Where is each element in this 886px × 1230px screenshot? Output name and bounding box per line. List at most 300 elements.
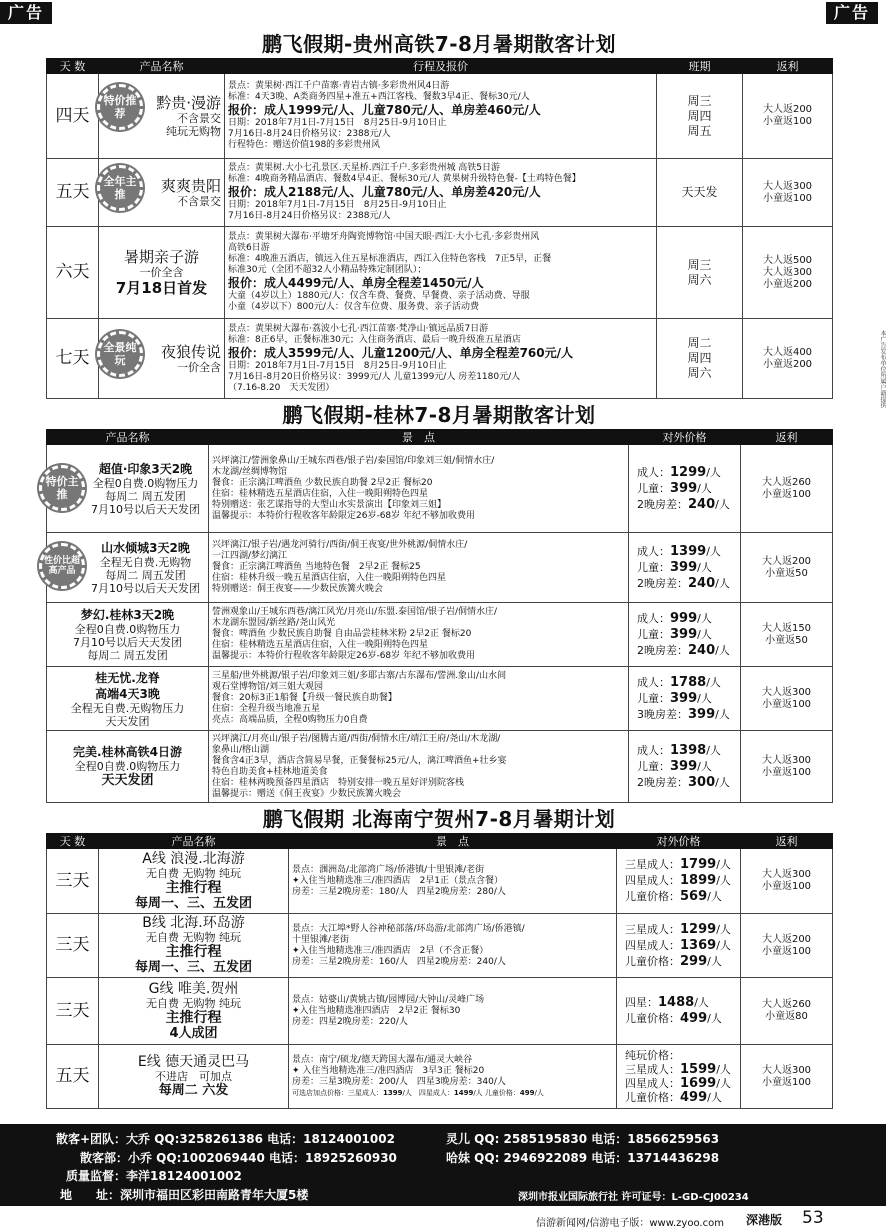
spots-line: 住宿：桂林升级一晚五星酒店住宿，入住一晚阳朔特色四星: [212, 573, 447, 583]
price-label: 四星成人：: [625, 938, 680, 952]
spots-line: 象鼻山/榕山湖: [212, 744, 270, 755]
price-label: 儿童：: [637, 560, 670, 574]
spots-cell: [209, 603, 629, 667]
price-label: 2晚房差：: [637, 643, 688, 657]
rebate-cell: [743, 319, 833, 399]
price-unit: /人: [697, 627, 712, 641]
spots-line: 温馨提示：赠送《侗王夜宴》少数民族篝火晚会: [212, 788, 402, 799]
price-unit: /人: [715, 497, 730, 511]
product-cell: [47, 445, 209, 533]
rebate-line: 大人返400: [762, 346, 813, 358]
itinerary-cell: [225, 159, 657, 227]
rebate-line: 大人返300: [761, 869, 812, 880]
product-sub: 不含景交: [177, 112, 221, 125]
schedule-cell: [657, 227, 743, 319]
product-cell: [47, 731, 209, 803]
price-unit: /人: [706, 675, 721, 689]
table-row: [47, 667, 833, 731]
rebate-line: 小童返100: [761, 945, 812, 957]
itinerary-line: 标准：4天3晚、A类商务四星+准五+西江客栈、餐数3早4正、餐标30元/人: [228, 92, 530, 102]
price-value: 999: [670, 610, 698, 626]
price-line: 报价：成人4499元/人、单房全程差1450元/人: [228, 276, 484, 290]
rebate-line: 大人返260: [761, 999, 812, 1010]
rebate-cell: [741, 667, 833, 731]
price-label: 儿童：: [637, 691, 670, 705]
product-sub: 纯玩无购物: [166, 125, 221, 138]
product-sub: 无自费 无购物 纯玩: [146, 866, 241, 880]
price-label: 三星成人：: [625, 922, 680, 936]
spots-line: 住宿：桂林精选五星酒店住宿，入住一晚阳朔特色四星: [212, 488, 429, 499]
price-value: 1788: [670, 674, 707, 690]
product-sub: 主推行程: [165, 1009, 222, 1026]
table-row: [47, 445, 833, 533]
spots-line: 温馨提示：本特价行程收客年龄限定26岁-68岁 年纪不够加收费用: [212, 510, 476, 521]
itinerary-line: （7.16-8.20 天天发团）: [228, 382, 335, 393]
spots-line: 景点：涠洲岛/北部湾广场/侨港镇/十里银滩/老街: [292, 864, 485, 875]
product-sub: 天天发团: [101, 773, 154, 788]
rebate-cell: [741, 533, 833, 603]
price-unit: /人: [694, 996, 709, 1009]
spots-line: ✦入住当地精选准四酒店 2早2正 餐标30: [292, 1005, 461, 1016]
product-name: 山水倾城3天2晚: [101, 541, 190, 555]
guilin-table: [43, 429, 833, 803]
product-sub: 无自费 无购物 纯玩: [146, 996, 241, 1010]
price-value: 399: [670, 559, 698, 575]
schedule-cell: [657, 74, 743, 159]
price-value: 299: [680, 953, 708, 969]
itinerary-line: 7月16日-8月24日价格另议：2388元/人: [228, 211, 391, 221]
product-name: A线 浪漫.北海游: [142, 850, 245, 867]
product-name: G线 唯美.贺州: [148, 980, 239, 997]
price-line: 报价：成人2188元/人、儿童780元/人、单房差420元/人: [228, 185, 541, 199]
spots-line: 兴坪漓江/月亮山/银子岩/图腾古道/西街/侗情水庄/靖江王府/尧山/木龙湖/: [212, 733, 501, 744]
spots-line: 景点：南宁/硕龙/德天跨国大瀑布/通灵大峡谷: [292, 1055, 473, 1065]
product-name: 暑期亲子游: [123, 248, 199, 266]
price-unit: /人: [707, 1090, 722, 1104]
price-label: 成人：: [637, 675, 670, 689]
guilin-title: 鹏飞假期-桂林7-8月暑期散客计划: [282, 403, 596, 427]
price-label: 儿童价格：: [625, 954, 680, 968]
contact-line: 哈妹 QQ: 2946922089 电话：13714436298: [446, 1151, 720, 1165]
price-label: 儿童：: [637, 481, 670, 495]
product-sub: 每周一、三、五发团: [134, 960, 252, 975]
bottom-bar: [0, 1206, 886, 1230]
spots-line: ✦ 入住当地精选准三/准四酒店 3早3正 餐标20: [292, 1066, 485, 1076]
col-price: 对外价格: [617, 834, 741, 849]
price-label: 四星：: [625, 996, 658, 1009]
days-cell: 三天: [47, 978, 99, 1045]
product-name: 黔贵·漫游: [156, 94, 221, 112]
product-cell: [99, 978, 289, 1045]
price-unit: /人: [697, 611, 712, 625]
price-value: 240: [688, 642, 716, 658]
rebate-line: 大人返200: [762, 104, 813, 115]
price-unit: /人: [716, 1062, 731, 1076]
col-itinerary: 行程及报价: [225, 59, 657, 74]
price-label: 2晚房差：: [637, 775, 688, 789]
schedule-day: 周五: [687, 123, 712, 138]
table-row: [47, 227, 833, 319]
rebate-line: 小童返100: [761, 698, 812, 710]
product-name: 爽爽贵阳: [160, 177, 221, 195]
spots-cell: [209, 445, 629, 533]
spots-line: 兴坪漓江/訾洲象鼻山/王城东西巷/银子岩/泰国馆/印象刘三姐/侗情水庄/: [212, 455, 495, 466]
product-sub: 每周二 周五发团: [87, 649, 168, 662]
rebate-line: 大人返300: [762, 266, 813, 278]
source-site: 信游新闻网/信游电子版：www.zyoo.com: [536, 1218, 724, 1229]
price-value: 1399: [670, 543, 707, 559]
rebate-line: 大人返200: [761, 933, 812, 945]
itinerary-line: 日期：2018年7月1日-7月15日 8月25日-9月10日止: [228, 200, 447, 210]
contact-line: 散客部：小乔 QQ:1002069440 电话：18925260930: [80, 1151, 397, 1165]
itinerary-line: 标准30元（全团不超32人小精品特殊定制团队）；: [228, 265, 427, 275]
price-unit: /人: [706, 743, 721, 757]
spots-cell: [289, 1045, 617, 1109]
price-line: 报价：成人1999元/人、儿童780元/人、单房差460元/人: [228, 103, 541, 117]
price-cell: [617, 978, 741, 1045]
price-value: 399: [670, 626, 698, 642]
price-unit: /人: [716, 938, 731, 952]
product-sub: 不进店 可加点: [155, 1070, 232, 1083]
price-unit: /人: [707, 890, 722, 903]
product-cell: [99, 74, 225, 159]
rebate-line: 小童返50: [765, 567, 808, 579]
price-label: 纯玩价格：: [625, 1048, 680, 1062]
spots-cell: [289, 849, 617, 914]
days-cell: 五天: [47, 159, 99, 227]
product-name: 高端4天3晚: [95, 686, 160, 701]
price-label: 成人：: [637, 611, 670, 625]
price-value: 1599: [680, 1061, 717, 1077]
product-sub: 全程0自费.0购物压力: [92, 477, 199, 490]
table-row: [47, 731, 833, 803]
addon-price-note: 可选店加点价格：三星成人：1399/人 四星成人：1499/人 儿童价格：499/人: [292, 1089, 544, 1097]
price-unit: /人: [716, 874, 731, 887]
table-row: [47, 159, 833, 227]
price-value: 300: [688, 774, 716, 790]
itinerary-line: 景点：黄果树大瀑布·平塘牙舟陶瓷博物馆·中国天眼·西江·大小七孔·多彩贵州风: [228, 232, 540, 242]
itinerary-line: 行程特色：赠送价值198的多彩贵州风: [228, 140, 381, 150]
spots-line: 餐食：正宗漓江啤酒鱼 当地特色餐 2早2正 餐标25: [212, 562, 421, 572]
price-value: 1398: [670, 742, 707, 758]
price-unit: /人: [706, 544, 721, 558]
product-cell: [99, 849, 289, 914]
spots-line: ✦入住当地精选准三/准四酒店 2早1正（景点含餐）: [292, 875, 504, 886]
product-cell: [47, 603, 209, 667]
rebate-line: 小童返100: [761, 881, 812, 892]
itinerary-cell: [225, 319, 657, 399]
rebate-cell: [741, 1045, 833, 1109]
price-unit: /人: [707, 954, 722, 968]
price-value: 499: [680, 1089, 708, 1105]
price-label: 三星成人：: [625, 858, 680, 871]
col-days: 天 数: [47, 834, 99, 849]
product-sub: 无自费 无购物 纯玩: [146, 931, 241, 944]
side-note: 本广告发布单位所属户籍提供: [879, 330, 886, 408]
product-cell: [99, 319, 225, 399]
itinerary-line: 景点：黄果树.大小七孔景区.天星桥.西江千户.多彩贵州城 高铁5日游: [228, 163, 501, 173]
price-cell: [629, 731, 741, 803]
col-product: 产品名称: [99, 59, 225, 74]
price-unit: /人: [697, 481, 712, 495]
itinerary-line: 景点：黄果树·西江千户苗寨·青岩古镇·多彩贵州风4日游: [228, 81, 450, 91]
product-sub: 主推行程: [165, 944, 222, 960]
spots-line: ✦入住当地精选准三/准四酒店 2早（不含正餐）: [292, 945, 489, 956]
quality-supervision: 质量监督：李洋18124001002: [66, 1169, 242, 1183]
col-days: 天 数: [47, 59, 99, 74]
spots-line: 餐食：啤酒鱼 少数民族自助餐 自由品尝桂林米粉 2早2正 餐标20: [212, 629, 472, 639]
badge-seal: 全年主推: [97, 165, 143, 211]
price-unit: /人: [697, 759, 712, 773]
col-rebate: 返利: [741, 430, 833, 445]
product-name: 超值·印象3天2晚: [98, 462, 193, 476]
rebate-cell: [743, 159, 833, 227]
days-cell: 三天: [47, 849, 99, 914]
product-sub: 全程无自费.无购物压力: [70, 701, 185, 715]
schedule-day: 周三: [687, 93, 712, 108]
schedule-day: 周六: [687, 272, 712, 287]
product-cell: [47, 667, 209, 731]
spots-cell: [209, 731, 629, 803]
spots-line: 房差：四星2晚房差：220/人: [292, 1016, 408, 1027]
price-unit: /人: [716, 922, 731, 936]
spots-line: 观石堂博物馆/刘三姐大观园: [212, 682, 324, 692]
rebate-line: 小童返200: [762, 358, 813, 370]
price-value: 399: [688, 706, 716, 722]
itinerary-cell: [225, 227, 657, 319]
product-sub: 每周二 周五发团: [105, 490, 186, 503]
price-unit: /人: [706, 465, 721, 479]
price-value: 1899: [680, 873, 717, 888]
col-product: 产品名称: [47, 430, 209, 445]
price-value: 1299: [670, 464, 707, 480]
price-label: 成人：: [637, 544, 670, 558]
table-row: [47, 319, 833, 399]
price-unit: /人: [715, 775, 730, 789]
product-name: B线 北海.环岛游: [142, 915, 245, 931]
itinerary-line: 景点：黄果树大瀑布·荔波小七孔·西江苗寨·梵净山·镇远品质7日游: [228, 323, 489, 334]
price-cell: [617, 914, 741, 978]
product-sub: 每周一、三、五发团: [134, 895, 252, 911]
spots-line: 餐食：正宗漓江啤酒鱼 少数民族自助餐 2早2正 餐标20: [212, 477, 433, 488]
rebate-cell: [741, 849, 833, 914]
price-value: 1799: [680, 857, 717, 872]
itinerary-line: 日期：2018年7月1日-7月15日 8月25日-9月10日止: [228, 360, 447, 371]
product-sub: 7月10号以后天天发团: [73, 636, 182, 649]
spots-line: 住宿：桂林两晚预备四星酒店 特别安排一晚五星好评别院客栈: [212, 777, 465, 788]
guizhou-table: [46, 58, 833, 399]
table-row: [47, 1045, 833, 1109]
product-name: E线 德天通灵巴马: [137, 1054, 250, 1070]
price-value: 569: [680, 889, 708, 904]
price-value: 399: [670, 480, 698, 496]
product-cell: [99, 914, 289, 978]
spots-line: 特别赠送：侗王夜宴——少数民族篝火晚会: [212, 584, 384, 594]
schedule-cell: [657, 159, 743, 227]
price-unit: /人: [715, 707, 730, 721]
spots-line: 餐食含4正3早，酒店含简易早餐，正餐餐标25元/人，漓江啤酒鱼+壮乡宴: [212, 755, 507, 766]
itinerary-line: 高铁6日游: [228, 243, 270, 253]
product-sub: 7月10号以后天天发团: [91, 582, 200, 595]
guizhou-title: 鹏飞假期-贵州高铁7-8月暑期散客计划: [262, 32, 616, 56]
itinerary-cell: [225, 74, 657, 159]
col-product: 产品名称: [99, 834, 289, 849]
product-sub: 4人成团: [169, 1025, 218, 1041]
price-label: 三星成人：: [625, 1062, 680, 1076]
product-cell: [99, 227, 225, 319]
spots-line: 訾洲观象山/王城东西巷/漓江风光/月亮山/东盟.泰国馆/银子岩/侗情水庄/: [212, 607, 498, 617]
price-value: 1699: [680, 1075, 717, 1091]
col-spots: 景 点: [289, 834, 617, 849]
spots-line: 景点：姑婆山/黄姚古镇/园博园/大钟山/灵峰广场: [292, 994, 485, 1005]
product-sub: 全程0自费.0购物压力: [74, 760, 181, 773]
product-sub: 全程0自费.0购物压力: [74, 623, 181, 636]
page: [43, 30, 832, 1109]
table-row: [47, 533, 833, 603]
price-cell: [629, 667, 741, 731]
product-name: 完美.桂林高铁4日游: [73, 745, 182, 759]
price-label: 3晚房差：: [637, 707, 688, 721]
price-label: 成人：: [637, 465, 670, 479]
spots-line: 三星船/世外桃源/银子岩/印象刘三姐/多耶古寨/古东瀑布/訾洲.象山/山水间: [212, 671, 507, 681]
itinerary-line: 标准：4晚商务精品酒店、餐数4早4正、餐标30元/人 黄果树升级特色餐-【土鸡特色餐】: [228, 174, 581, 184]
rebate-line: 小童返100: [762, 116, 813, 127]
badge-seal: 性价比超高产品: [39, 543, 85, 589]
rebate-line: 大人返150: [761, 622, 812, 634]
rebate-line: 大人返300: [761, 686, 812, 698]
days-cell: 五天: [47, 1045, 99, 1109]
price-value: 240: [688, 575, 716, 591]
spots-line: 餐食：20标3正1船餐【升级一餐民族自助餐】: [212, 693, 397, 703]
schedule-day: 天天发: [681, 185, 718, 199]
price-value: 1369: [680, 937, 717, 953]
rebate-line: 大人返300: [762, 180, 813, 192]
itinerary-line: 7月16日-8月20日价格另议：3999元/人 儿童1399元/人 房差1180元/人: [228, 371, 521, 382]
rebate-cell: [741, 603, 833, 667]
product-sub: 每周二 六发: [158, 1083, 229, 1098]
badge-seal: 全景纯玩: [97, 331, 143, 377]
price-value: 499: [680, 1011, 708, 1026]
product-name: 梦幻.桂林3天2晚: [80, 608, 175, 622]
product-sub: 一价全含: [139, 266, 184, 279]
product-sub: 每周二 周五发团: [105, 569, 186, 582]
price-label: 儿童价格：: [625, 1012, 680, 1025]
itinerary-line: 大童（4岁以上）1880元/人：仅含车费、餐费、早餐费、亲子活动费、导服: [228, 291, 530, 301]
price-unit: /人: [715, 576, 730, 590]
price-label: 2晚房差：: [637, 576, 688, 590]
product-name: 夜狼传说: [160, 343, 221, 361]
product-cell: [99, 159, 225, 227]
rebate-line: 小童返100: [761, 1076, 812, 1088]
agency-license: 深圳市报业国际旅行社 许可证号：L-GD-CJ00234: [518, 1192, 749, 1203]
price-label: 儿童价格：: [625, 1090, 680, 1104]
price-unit: /人: [707, 1012, 722, 1025]
days-cell: 七天: [47, 319, 99, 399]
spots-line: 房差：三星2晚房差：160/人 四星2晚房差：240/人: [292, 956, 506, 967]
product-sub: 一价全含: [177, 361, 221, 374]
page-number: 53: [802, 1208, 824, 1228]
schedule-day: 周四: [687, 108, 712, 123]
product-cell: [99, 1045, 289, 1109]
price-label: 四星成人：: [625, 874, 680, 887]
product-name: 桂无忧.龙脊: [95, 670, 160, 685]
beihai-table: [46, 833, 833, 1109]
spots-line: 温馨提示：本特价行程收客年龄限定26岁-68岁 年纪不够加收费用: [212, 651, 476, 661]
table-row: [47, 603, 833, 667]
table-row: [47, 978, 833, 1045]
price-value: 1299: [680, 921, 717, 937]
price-label: 2晚房差：: [637, 497, 688, 511]
badge-seal: 特价主推: [39, 465, 85, 511]
price-unit: /人: [697, 691, 712, 705]
spots-line: 景点：大江埠*野人谷神秘部落/环岛游/北部湾广场/侨港镇/: [292, 923, 525, 934]
col-spots: 景 点: [209, 430, 629, 445]
product-sub: 全程无自费.无购物: [99, 556, 192, 569]
price-value: 399: [670, 690, 698, 706]
rebate-cell: [741, 445, 833, 533]
schedule-day: 周六: [687, 366, 712, 380]
spots-line: 十里银滩/老街: [292, 934, 350, 945]
itinerary-line: 日期：2018年7月1日-7月15日 8月25日-9月10日止: [228, 118, 447, 128]
rebate-cell: [741, 978, 833, 1045]
table-row: [47, 914, 833, 978]
price-line: 报价：成人3599元/人、儿童1200元/人、单房全程差760元/人: [228, 345, 573, 360]
price-cell: [617, 849, 741, 914]
price-label: 成人：: [637, 743, 670, 757]
spots-line: 房差：三星2晚房差：180/人 四星2晚房差：280/人: [292, 886, 506, 897]
ad-label-left: 广告: [0, 2, 52, 24]
spots-line: 特别赠送：张艺谋指导的大型山水实景演出【印象刘三姐】: [212, 499, 447, 510]
col-price: 对外价格: [629, 430, 741, 445]
price-cell: [629, 603, 741, 667]
rebate-line: 大人返300: [761, 754, 812, 766]
schedule-day: 周三: [687, 257, 712, 272]
spots-cell: [289, 978, 617, 1045]
days-cell: 三天: [47, 914, 99, 978]
price-cell: [629, 533, 741, 603]
rebate-line: 小童返50: [765, 634, 808, 646]
price-value: 240: [688, 496, 716, 512]
price-cell: [617, 1045, 741, 1109]
col-rebate: 返利: [743, 59, 833, 74]
ad-label-right: 广告: [826, 2, 878, 24]
product-sub: 天天发团: [105, 714, 150, 728]
product-sub: 不含景交: [177, 195, 221, 208]
contact-line: 灵儿 QQ: 2585195830 电话：18566259563: [446, 1132, 720, 1146]
price-label: 儿童：: [637, 627, 670, 641]
itinerary-line: 标准：4晚准五酒店，镇远入住五星标准酒店，西江入住特色客栈 7正5早，正餐: [228, 254, 552, 264]
price-cell: [629, 445, 741, 533]
spots-line: 亮点：高端品质，全程0购物压力0自费: [212, 715, 368, 725]
price-value: 1488: [658, 995, 695, 1010]
itinerary-line: 7月16日-8月24日价格另议：2388元/人: [228, 129, 391, 139]
price-label: 四星成人：: [625, 1076, 680, 1090]
spots-cell: [209, 533, 629, 603]
product-sub: 7月10号以后天天发团: [91, 503, 200, 516]
spots-line: 特色自助美食+桂林地道美食: [212, 766, 328, 777]
contact-footer: [0, 1124, 886, 1206]
days-cell: 四天: [47, 74, 99, 159]
itinerary-line: 小童（4岁以下）800元/人：仅含车位费、服务费、亲子活动费: [228, 302, 479, 312]
spots-line: 房差：三星3晚房差：200/人 四星3晚房差：340/人: [292, 1077, 506, 1087]
spots-line: 兴坪漓江/银子岩/遇龙河骑行/西街/侗王夜宴/世外桃源/侗情水庄/: [212, 540, 468, 550]
spots-line: 一江四湖/梦幻漓江: [212, 551, 288, 561]
spots-line: 住宿：桂林精选五星酒店住宿，入住一晚阳朔特色四星: [212, 640, 429, 650]
spots-cell: [209, 667, 629, 731]
price-unit: /人: [716, 858, 731, 871]
rebate-line: 大人返300: [761, 1064, 812, 1076]
address: 地 址：深圳市福田区彩田南路青年大厦5楼: [60, 1188, 309, 1202]
